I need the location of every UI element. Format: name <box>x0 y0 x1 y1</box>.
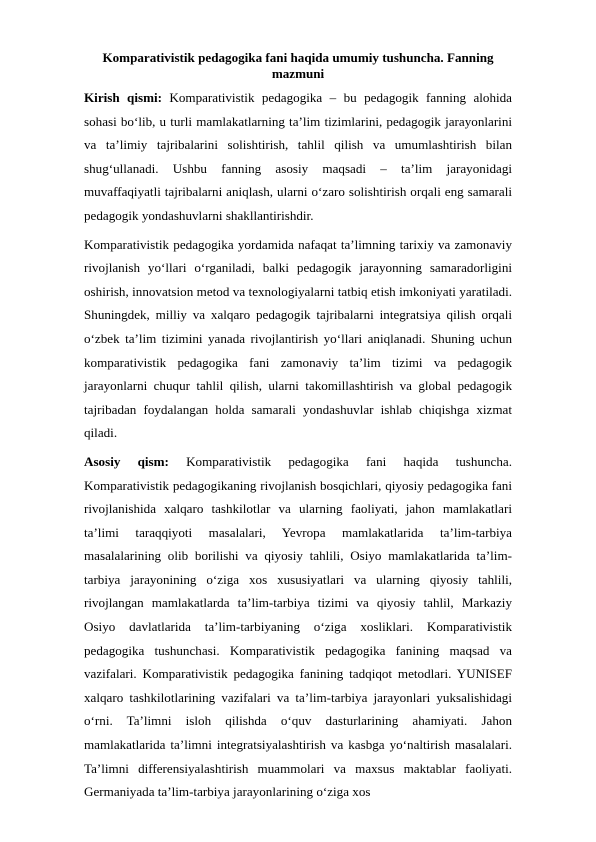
document-page <box>84 50 512 809</box>
paragraph-text-body: Komparativistik pedagogika yordamida nafaqat ta’limning tarixiy va zamonaviy rivojlanish yo‘llari o‘rganiladi, balki pedagogik jarayonning samaradorligini oshirish, innovatsion metod va texnologiyalarni tatbiq etish imkoniyati yaratiladi. Shuningdek, milliy va xalqaro pedagogik tajribalarni integratsiya qilish orqali o‘zbek ta’lim tizimini yanada rivojlantirish yo‘llari aniqlanadi. Shuning uchun komparativistik pedagogika fani zamonaviy ta’lim tizimi va pedagogik jarayonlarni chuqur tahlil qilish, ularni takomillashtirish va global pedagogik tajribadan foydalangan holda samarali yondashuvlar ishlab chiqishga xizmat qiladi. <box>84 236 512 441</box>
paragraph-main-part <box>84 450 512 804</box>
paragraph-lead-main-part: Asosiy qism: <box>84 453 169 469</box>
paragraph-lead-introduction: Kirish qismi: <box>84 90 162 105</box>
paragraph-introduction <box>84 86 512 228</box>
paragraph-text-introduction: Komparativistik pedagogika – bu pedagogik fanning alohida sohasi bo‘lib, u turli mamlakatlarning ta’lim tizimlarini, pedagogik jarayonlarini va ta’limiy tajribalarini solishtirish, tahlil qilish va umumlashtirish bilan shug‘ullanadi. Ushbu fanning asosiy maqsadi – ta’lim jarayonidagi muvaffaqiyatli tajribalarni aniqlash, ularni o‘zaro solishtirish orqali eng samarali pedagogik yondashuvlarni shakllantirishdir. <box>84 90 512 223</box>
document-title: Komparativistik pedagogika fani haqida umumiy tushuncha. Fanning mazmuni <box>102 50 494 81</box>
paragraph-body <box>84 233 512 445</box>
paragraph-text-main-part: Komparativistik pedagogika fani haqida tushuncha. Komparativistik pedagogikaning rivojlanish bosqichlari, qiyosiy pedagogika fani rivojlanishida xalqaro tashkilotlar va ularning faoliyati, jahon mamlakatlari ta’limi taraqqiyoti masalalari, Yevropa mamlakatlarida ta’lim-tarbiya masalalarining olib borilishi va qiyosiy tahlili, Osiyo mamlakatlarida ta’lim-tarbiya jarayonining o‘ziga xos xususiyatlari va ularning qiyosiy tahlili, rivojlangan mamlakatlarda ta’lim-tarbiya tizimi va qiyosiy tahlil, Markaziy Osiyo davlatlarida ta’lim-tarbiyaning o‘ziga xosliklari. Komparativistik pedagogika tushunchasi. Komparativistik pedagogika fanining maqsad va vazifalari. Komparativistik pedagogika fanining tadqiqot metodlari. YUNISEF xalqaro tashkilotlarining vazifalari va ta’lim-tarbiya jarayonlari yuksalishidagi o‘rni. Ta’limni isloh qilishda o‘quv dasturlarining ahamiyati. Jahon mamlakatlarida ta’limni integratsiyalashtirish va kasbga yo‘naltirish masalalari. Ta’limni differensiyalashtirish muammolari va maxsus maktablar faoliyati. Germaniyada ta’lim-tarbiya jarayonlarining o‘ziga xos <box>84 453 512 800</box>
